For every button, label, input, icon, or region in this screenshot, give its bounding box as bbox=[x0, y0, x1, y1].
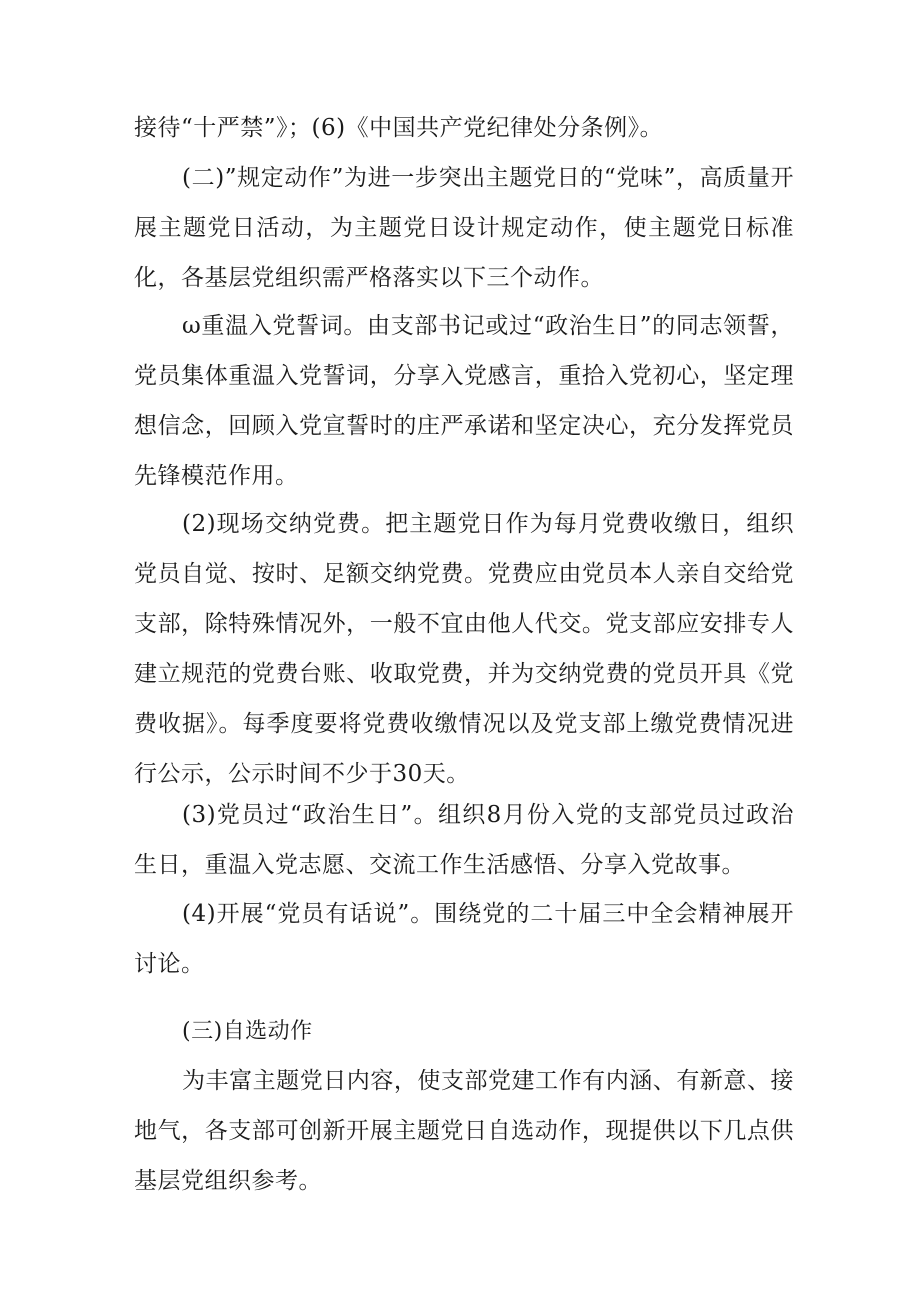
paragraph-continuation: 接待“十严禁”》；(6)《中国共产党纪律处分条例》。 bbox=[134, 115, 664, 141]
paragraph-item-2-dues: (2)现场交纳党费。把主题党日作为每月党费收缴日，组织党员自觉、按时、足额交纳党费。党费应由党员本人亲自交给党支部，除特殊情况外，一般不宜由他人代交。党支部应安排专人建立规范的党费台账、收取党费，并为交纳党费的党员开具《党费收据》。每季度要将党费收缴情况以及党支部上缴党费情况进行公示，公示时间不少于30天。 bbox=[134, 511, 794, 787]
paragraph-section-two-intro: (二)”规定动作”为进一步突出主题党日的“党味”，高质量开展主题党日活动，为主题党日设计规定动作，使主题党日标准化，各基层党组织需严格落实以下三个动作。 bbox=[134, 165, 794, 291]
paragraph-section-three-body: 为丰富主题党日内容，使支部党建工作有内涵、有新意、接地气，各支部可创新开展主题党日自选动作，现提供以下几点供基层党组织参考。 bbox=[134, 1068, 794, 1194]
paragraph-item-4-party-members-talk: (4)开展“党员有话说”。围绕党的二十届三中全会精神展开讨论。 bbox=[134, 901, 794, 977]
paragraph-item-3-political-birthday: (3)党员过“政治生日”。组织8月份入党的支部党员过政治生日，重温入党志愿、交流工作生活感悟、分享入党故事。 bbox=[134, 802, 794, 878]
section-three-heading: (三)自选动作 bbox=[182, 1019, 313, 1044]
paragraph-item-1-oath: ω重温入党誓词。由支部书记或过“政治生日”的同志领誓，党员集体重温入党誓词，分享入党感言，重拾入党初心，坚定理想信念，回顾入党宣誓时的庄严承诺和坚定决心，充分发挥党员先锋模范作用。 bbox=[134, 313, 794, 489]
